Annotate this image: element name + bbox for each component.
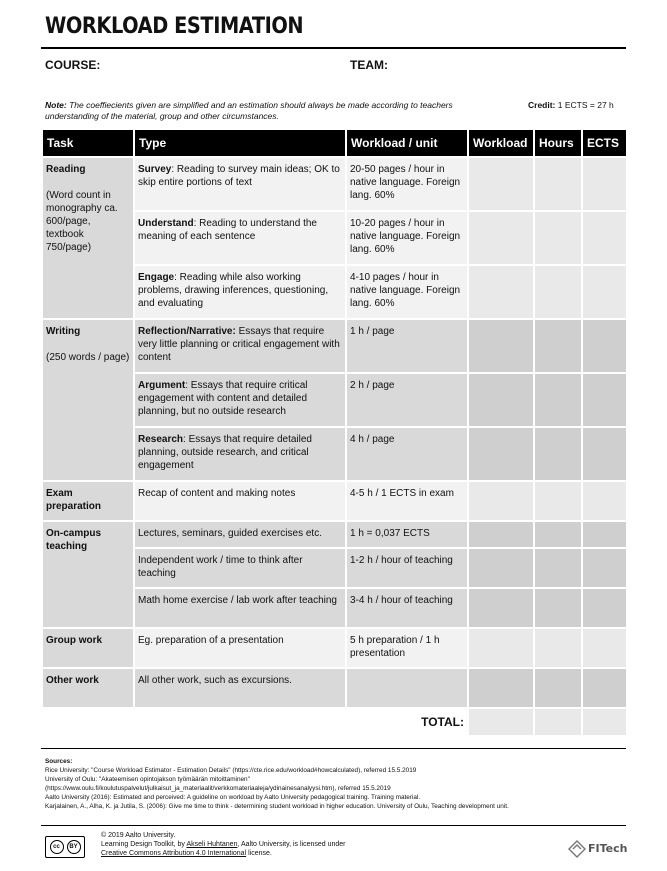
title-rule xyxy=(41,47,626,49)
type-cell: Lectures, seminars, guided exercises etc. xyxy=(134,521,346,548)
workload-input[interactable] xyxy=(468,548,534,588)
note xyxy=(45,100,465,122)
ects-input[interactable] xyxy=(582,157,627,211)
credit xyxy=(528,100,614,110)
workload-input[interactable] xyxy=(468,211,534,265)
workload-input[interactable] xyxy=(468,588,534,628)
note-label: Note: xyxy=(45,100,67,110)
hours-input[interactable] xyxy=(534,588,582,628)
col-task: Task xyxy=(42,129,134,157)
type-bold: Argument xyxy=(138,380,186,391)
type-cell: Independent work / time to think after teaching xyxy=(134,548,346,588)
source-item: Aalto University (2016): Estimated and perceived: A guideline on workload by Aalto University pedagogical training. Training material. xyxy=(45,794,421,801)
type-bold: Survey xyxy=(138,164,172,175)
type-rest: : Reading while also working problems, drawing inferences, questioning, and evaluating xyxy=(138,272,329,309)
col-type: Type xyxy=(134,129,346,157)
type-bold: Research xyxy=(138,434,184,445)
ects-input[interactable] xyxy=(582,427,627,481)
unit-cell: 10-20 pages / hour in native language. Foreign lang. 60% xyxy=(346,211,468,265)
source-item: University of Oulu: "Akateemisen opintojakson työmäärän mitoittaminen" xyxy=(45,776,250,783)
type-rest: : Reading to survey main ideas; OK to skip entire portions of text xyxy=(138,164,340,188)
unit-cell: 1 h = 0,037 ECTS xyxy=(346,521,468,548)
unit-cell: 20-50 pages / hour in native language. Foreign lang. 60% xyxy=(346,157,468,211)
type-bold: Engage xyxy=(138,272,175,283)
table-row xyxy=(42,319,627,373)
table-row xyxy=(42,628,627,668)
task-label: Writing xyxy=(46,326,81,337)
cc-license-link[interactable]: Creative Commons Attribution 4.0 International xyxy=(101,850,247,857)
hours-input[interactable] xyxy=(534,157,582,211)
ects-input[interactable] xyxy=(582,628,627,668)
workload-input[interactable] xyxy=(468,628,534,668)
workload-input[interactable] xyxy=(468,668,534,708)
type-cell xyxy=(134,157,346,211)
total-workload[interactable] xyxy=(468,708,534,736)
type-cell xyxy=(134,265,346,319)
source-item: Rice University: "Course Workload Estimator - Estimation Details" (https://cte.rice.edu/workload#howcalculated), referred 15.5.2019 xyxy=(45,767,417,774)
hours-input[interactable] xyxy=(534,548,582,588)
ects-input[interactable] xyxy=(582,668,627,708)
task-sub: (Word count in monography ca. 600/page, textbook 750/page) xyxy=(46,190,118,253)
unit-cell: 5 h preparation / 1 h presentation xyxy=(346,628,468,668)
ects-input[interactable] xyxy=(582,265,627,319)
unit-cell: 4-5 h / 1 ECTS in exam xyxy=(346,481,468,521)
hours-input[interactable] xyxy=(534,373,582,427)
ects-input[interactable] xyxy=(582,211,627,265)
license-mid: , Aalto University, is licensed under xyxy=(237,841,346,848)
course-label: COURSE: xyxy=(45,58,101,72)
total-row xyxy=(42,708,627,736)
license-prefix: Learning Design Toolkit, by xyxy=(101,841,187,848)
workload-input[interactable] xyxy=(468,265,534,319)
workload-input[interactable] xyxy=(468,157,534,211)
ects-input[interactable] xyxy=(582,319,627,373)
license-text xyxy=(101,831,431,858)
type-cell xyxy=(134,427,346,481)
task-label: Reading xyxy=(46,164,86,175)
hours-input[interactable] xyxy=(534,521,582,548)
hours-input[interactable] xyxy=(534,427,582,481)
workload-table xyxy=(41,128,628,737)
col-ects: ECTS xyxy=(582,129,627,157)
task-group: Group work xyxy=(42,628,134,668)
unit-cell: 4 h / page xyxy=(346,427,468,481)
total-ects[interactable] xyxy=(582,708,627,736)
total-label: TOTAL: xyxy=(42,708,468,736)
ects-input[interactable] xyxy=(582,521,627,548)
author-link[interactable]: Akseli Huhtanen xyxy=(186,841,238,848)
hours-input[interactable] xyxy=(534,265,582,319)
credit-value: 1 ECTS = 27 h xyxy=(557,100,614,110)
col-workload: Workload xyxy=(468,129,534,157)
unit-cell: 4-10 pages / hour in native language. Foreign lang. 60% xyxy=(346,265,468,319)
footer-rule xyxy=(41,825,626,826)
sources xyxy=(45,757,625,811)
type-rest: : Essays that require critical engagement with content and detailed planning, but no outside research xyxy=(138,380,308,417)
unit-cell: 1 h / page xyxy=(346,319,468,373)
sources-heading: Sources: xyxy=(45,758,73,765)
unit-cell: 3-4 h / hour of teaching xyxy=(346,588,468,628)
unit-cell: 1-2 h / hour of teaching xyxy=(346,548,468,588)
ects-input[interactable] xyxy=(582,373,627,427)
type-bold: Reflection/Narrative: xyxy=(138,326,236,337)
hours-input[interactable] xyxy=(534,668,582,708)
task-writing xyxy=(42,319,134,481)
table-header-row xyxy=(42,129,627,157)
type-bold: Understand xyxy=(138,218,194,229)
type-cell: Math home exercise / lab work after teaching xyxy=(134,588,346,628)
unit-cell xyxy=(346,668,468,708)
type-cell: Recap of content and making notes xyxy=(134,481,346,521)
hours-input[interactable] xyxy=(534,628,582,668)
task-sub: (250 words / page) xyxy=(46,352,130,363)
workload-input[interactable] xyxy=(468,481,534,521)
workload-input[interactable] xyxy=(468,427,534,481)
source-item: Karjalainen, A., Alha, K. ja Jutila, S. (2006): Give me time to think - determining student workload in higher education. University of Oulu, Teaching development unit. xyxy=(45,803,509,810)
hours-input[interactable] xyxy=(534,319,582,373)
table-row xyxy=(42,481,627,521)
hours-input[interactable] xyxy=(534,211,582,265)
note-text: The coeffiecients given are simplified and an estimation should always be made according to teachers understanding of the material, group and other circumstances. xyxy=(45,100,453,121)
workload-input[interactable] xyxy=(468,373,534,427)
unit-cell: 2 h / page xyxy=(346,373,468,427)
task-exam: Exam preparation xyxy=(42,481,134,521)
task-oncampus: On-campus teaching xyxy=(42,521,134,628)
type-cell: All other work, such as excursions. xyxy=(134,668,346,708)
copyright: © 2019 Aalto University. xyxy=(101,832,176,839)
page-title: WORKLOAD ESTIMATION xyxy=(45,14,304,39)
credit-label: Credit: xyxy=(528,100,556,110)
type-cell xyxy=(134,319,346,373)
table-row xyxy=(42,157,627,211)
type-cell xyxy=(134,373,346,427)
total-hours[interactable] xyxy=(534,708,582,736)
team-label: TEAM: xyxy=(350,58,388,72)
table-row xyxy=(42,521,627,548)
sources-rule xyxy=(41,748,626,749)
task-reading xyxy=(42,157,134,319)
col-hours: Hours xyxy=(534,129,582,157)
table-row xyxy=(42,668,627,708)
ects-input[interactable] xyxy=(582,548,627,588)
creative-commons-icon xyxy=(45,836,85,858)
type-rest: : Reading to understand the meaning of each sentence xyxy=(138,218,317,242)
hours-input[interactable] xyxy=(534,481,582,521)
by-circle-icon: BY xyxy=(67,840,81,854)
type-rest: Essays that require very little planning or critical engagement with content xyxy=(138,326,340,363)
workload-input[interactable] xyxy=(468,521,534,548)
ects-input[interactable] xyxy=(582,481,627,521)
col-workload-unit: Workload / unit xyxy=(346,129,468,157)
task-other: Other work xyxy=(42,668,134,708)
fitech-logo-text: FITech xyxy=(588,842,628,855)
source-item: (https://www.oulu.fi/koulutuspalvelut/julkaisut_ja_materiaalit/verkkomateriaaleja/ydinainesanalyysi.htm), referred 15.5.2019 xyxy=(45,785,391,792)
type-cell xyxy=(134,211,346,265)
workload-input[interactable] xyxy=(468,319,534,373)
type-cell: Eg. preparation of a presentation xyxy=(134,628,346,668)
license-suffix: license. xyxy=(246,850,272,857)
cc-circle-icon: cc xyxy=(50,840,64,854)
ects-input[interactable] xyxy=(582,588,627,628)
type-rest: : Essays that require detailed planning, outside research, and critical engagement xyxy=(138,434,312,471)
